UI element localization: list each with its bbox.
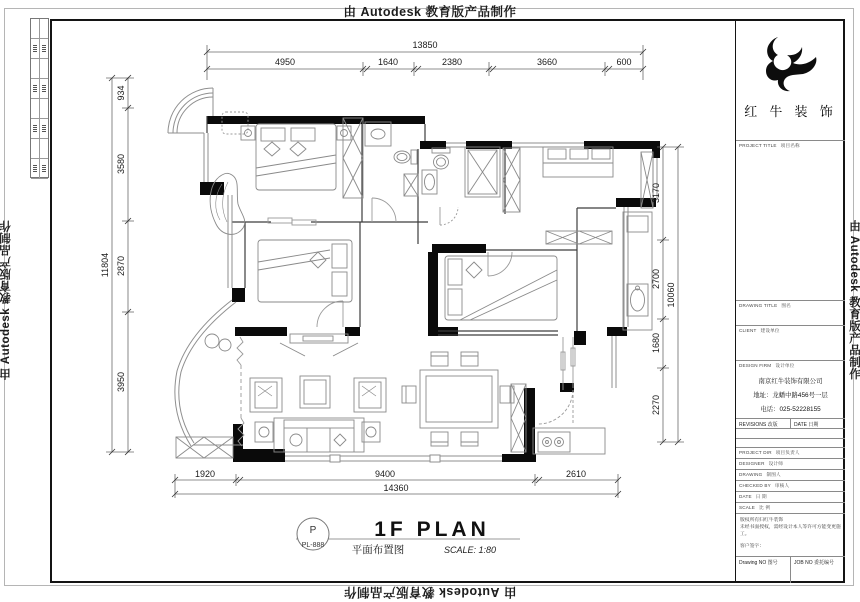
- client-label-cn: 建设单位: [760, 328, 780, 333]
- row-checked-by: [736, 480, 845, 491]
- drawing-title-label-cn: 图名: [781, 303, 791, 308]
- notes-signature: 客户签字：: [740, 544, 764, 549]
- section-drawing-no: [736, 556, 845, 583]
- stove-counter: [533, 428, 605, 454]
- dim-left-seg-2: 2870: [116, 255, 126, 277]
- armchair-left: [250, 378, 282, 412]
- study-cabinet: [546, 231, 612, 244]
- checked-by-label-cn: 审核人: [774, 483, 790, 488]
- project-dir-label-cn: 项目负责人: [775, 450, 800, 455]
- title-block: [735, 19, 845, 583]
- entry-cabinet: [511, 384, 526, 452]
- caption-subtitle: 平面布置图: [351, 544, 405, 556]
- row-scale: [736, 502, 845, 513]
- row-date: [736, 491, 845, 502]
- windows: [168, 88, 657, 462]
- project-title-label-cn: 项目名称: [780, 143, 800, 148]
- dim-left-total: 11804: [100, 252, 110, 278]
- section-revisions: [736, 418, 845, 428]
- bathroom-2: [422, 147, 500, 197]
- caption-tag-letter: P: [309, 525, 317, 536]
- study-sofa: [543, 147, 613, 177]
- watermark-bottom: 由 Autodesk 教育版产品制作: [343, 585, 517, 599]
- dim-right-seg-1: 2700: [651, 268, 661, 290]
- notes-line-2: 未经书面授权，需经设计本人等许可方能变更施工。: [740, 525, 841, 537]
- dim-left-seg-1: 3580: [116, 153, 126, 175]
- bathroom-1: [365, 122, 418, 196]
- drawing-no-label-en: Drawing NO: [739, 560, 767, 566]
- scale-label-en: SCALE: [739, 505, 756, 510]
- design-firm-label-en: DESIGN FIRM: [739, 363, 772, 368]
- designer-label-cn: 设计师: [768, 461, 783, 466]
- caption-title: 1F PLAN: [374, 518, 490, 541]
- row-drawing-by: [736, 469, 845, 480]
- sofa-main: [274, 418, 364, 452]
- dim-top-seg-2: 2380: [441, 57, 463, 67]
- date-label-cn: 日 期: [755, 494, 767, 499]
- revision-row-empty-2: [736, 438, 845, 447]
- date-label-en: DATE: [739, 494, 752, 499]
- furniture: [176, 118, 653, 458]
- dining-table: [402, 352, 514, 446]
- revisions-label-en: REVISIONS: [739, 422, 767, 428]
- section-notes: [736, 513, 845, 556]
- section-design-firm: [736, 360, 845, 418]
- section-project-title: [736, 140, 845, 300]
- dim-left-seg-3: 3950: [116, 371, 126, 393]
- caption-scale: SCALE: 1:80: [443, 545, 497, 555]
- bed-2: [258, 240, 352, 302]
- dim-left-seg-0: 934: [116, 85, 126, 101]
- dim-bottom-seg-0: 1920: [194, 469, 216, 479]
- company-address: 地址：龙蟠中路456号一层: [753, 392, 828, 399]
- dim-top-seg-1: 1640: [377, 57, 399, 67]
- brand-name: 红 牛 装 饰: [744, 105, 837, 120]
- client-label-en: CLIENT: [739, 328, 757, 333]
- master-bed: [256, 124, 336, 190]
- armchair-right: [354, 378, 386, 412]
- project-dir-label-en: PROJECT DIR: [739, 450, 772, 455]
- notes-line-1: 版权所有归红牛装饰: [740, 518, 784, 523]
- red-bull-logo-icon: [756, 33, 826, 95]
- row-designer: [736, 458, 845, 469]
- kitchen-counter: [623, 212, 652, 330]
- row-project-dir: [736, 447, 845, 458]
- job-no-label-en: JOB NO: [794, 560, 813, 566]
- dim-bottom-seg-1: 9400: [374, 469, 396, 479]
- checked-by-label-en: CHECKED BY: [739, 483, 771, 488]
- section-drawing-title: [736, 300, 845, 325]
- dim-bottom-seg-2: 2610: [565, 469, 587, 479]
- dim-right-seg-3: 2270: [651, 394, 661, 416]
- revision-row-empty-1: [736, 428, 845, 438]
- drawing-by-label-cn: 制图人: [766, 472, 781, 477]
- logo-area: [736, 19, 845, 140]
- designer-label-en: DESIGNER: [739, 461, 765, 466]
- tv-cabinet: [280, 334, 358, 356]
- caption-tag-code: PL-888: [301, 542, 325, 549]
- company-phone: 电话：025-52228155: [760, 406, 821, 413]
- company-name: 南京红牛装饰有限公司: [758, 378, 823, 385]
- scale-label-cn: 比 例: [759, 505, 771, 510]
- dim-right-seg-2: 1680: [651, 332, 661, 354]
- rev-date-label-cn: 日期: [808, 422, 819, 428]
- job-no-label-cn: 委托编号: [814, 560, 835, 566]
- rev-date-label-en: DATE: [794, 422, 807, 428]
- plan-caption: [296, 518, 520, 556]
- project-title-label-en: PROJECT TITLE: [739, 143, 777, 148]
- dim-top-total: 13850: [412, 40, 438, 50]
- dim-right-seg-0: 3170: [651, 182, 661, 204]
- watermark-top: 由 Autodesk 教育版产品制作: [343, 5, 517, 19]
- drawing-no-label-cn: 图号: [767, 560, 778, 566]
- section-client: [736, 325, 845, 360]
- dim-top-seg-0: 4950: [274, 57, 296, 67]
- dim-top-seg-4: 600: [616, 57, 632, 67]
- watermark-left: 由 Autodesk 教育版产品制作: [0, 220, 12, 380]
- coffee-table: [300, 376, 330, 408]
- revisions-label-cn: 改版: [767, 422, 778, 428]
- dim-top-seg-3: 3660: [536, 57, 558, 67]
- walls: [200, 116, 660, 462]
- drawing-title-label-en: DRAWING TITLE: [739, 303, 778, 308]
- dim-right-total: 10060: [666, 282, 676, 308]
- bed-3: [445, 256, 557, 320]
- watermark-right: 由 Autodesk 教育版产品制作: [848, 220, 860, 380]
- design-firm-label-cn: 设计单位: [775, 363, 795, 368]
- dim-bottom-total: 14360: [383, 483, 409, 493]
- dimension-labels: [100, 40, 676, 493]
- dimensions: [106, 45, 684, 498]
- drawing-by-label-en: DRAWING: [739, 472, 763, 477]
